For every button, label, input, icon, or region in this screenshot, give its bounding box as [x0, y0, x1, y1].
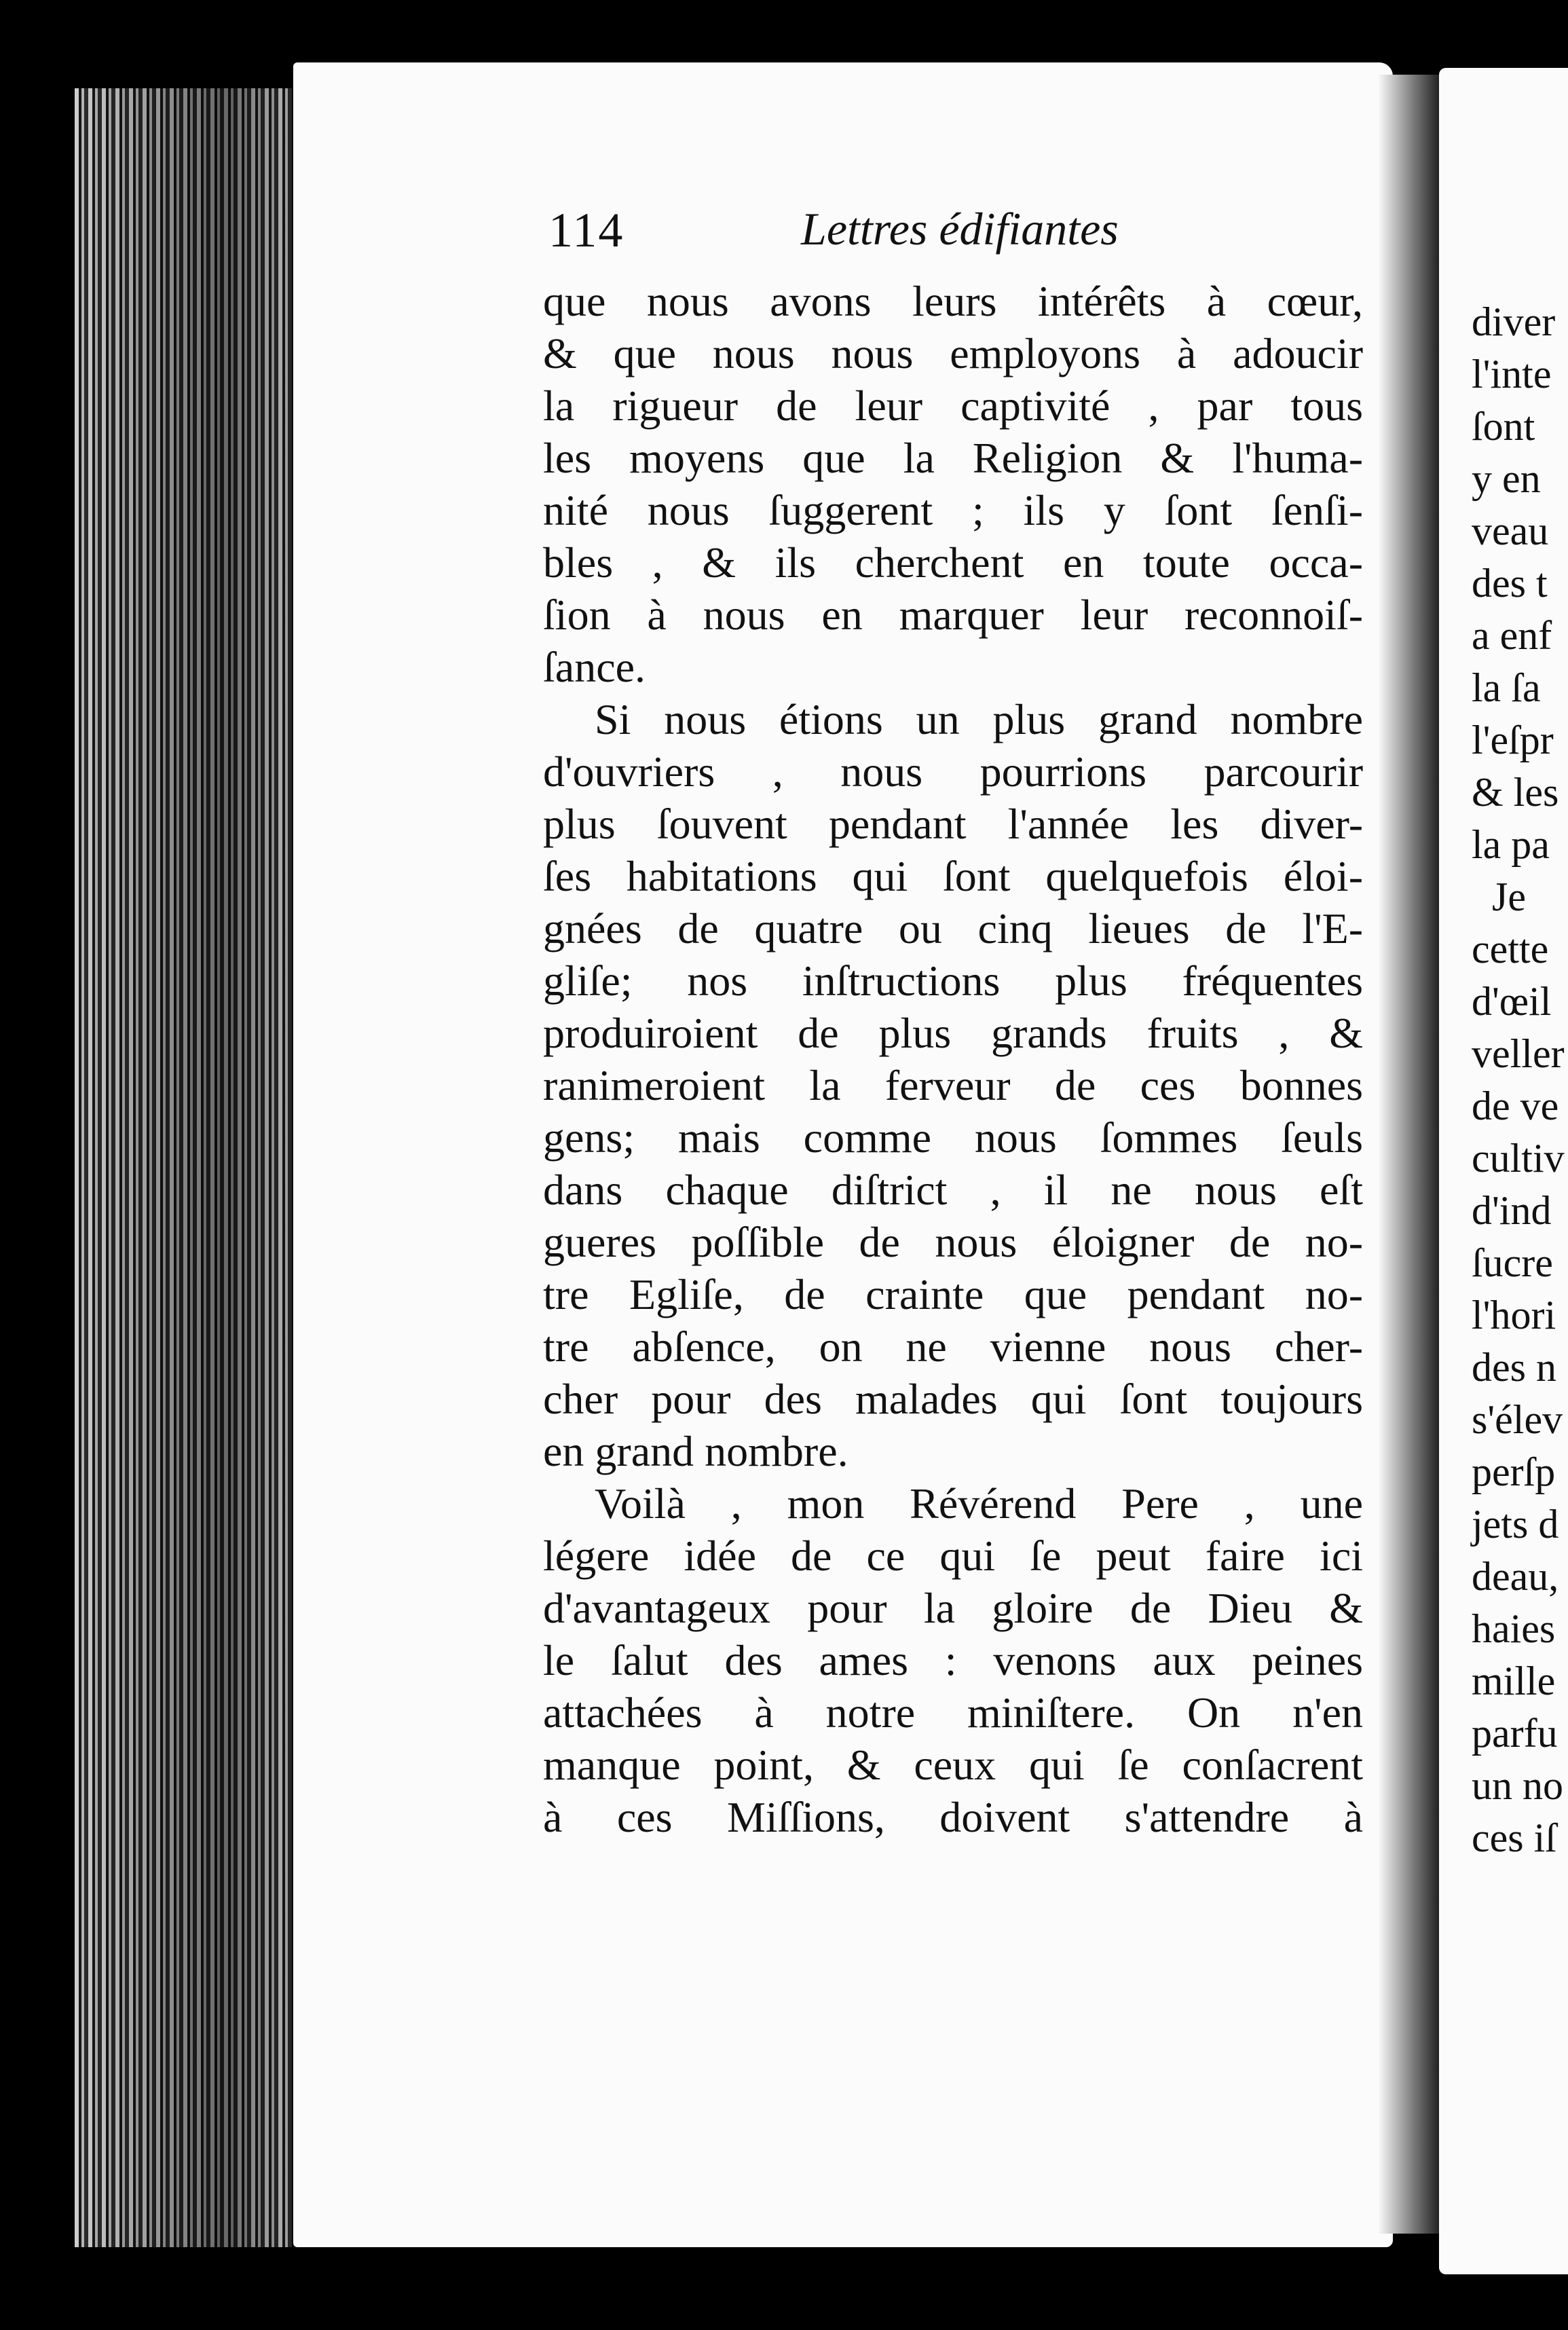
text-line: gliſe; nos inſtructions plus fréquentes	[543, 957, 1363, 1005]
facing-line: d'ind	[1472, 1188, 1552, 1233]
facing-line: Je	[1492, 874, 1526, 919]
text-line: que nous avons leurs intérêts à cœur,	[543, 277, 1363, 325]
facing-line: de ve	[1472, 1084, 1559, 1128]
text-line: produiroient de plus grands fruits , &	[543, 1009, 1363, 1057]
text-line: en grand nombre.	[543, 1427, 848, 1475]
facing-line: & les	[1472, 770, 1559, 815]
text-line: tre abſence, on ne vienne nous cher-	[543, 1323, 1363, 1371]
text-line: ſes habitations qui ſont quelquefois éloi-	[543, 852, 1363, 900]
text-line: gens; mais comme nous ſommes ſeuls	[543, 1113, 1363, 1162]
facing-line: veller	[1472, 1031, 1565, 1076]
gutter-shadow	[1378, 75, 1439, 2234]
facing-line: des t	[1472, 561, 1548, 606]
body-text	[543, 275, 1363, 1843]
facing-line: la ſa	[1472, 665, 1541, 710]
text-line: ranimeroient la ferveur de ces bonnes	[543, 1061, 1363, 1109]
text-line: gnées de quatre ou cinq lieues de l'E-	[543, 904, 1363, 953]
text-line: les moyens que la Religion & l'huma-	[543, 434, 1363, 482]
text-line: cher pour des malades qui ſont toujours	[543, 1375, 1363, 1423]
facing-line: cette	[1472, 927, 1549, 972]
book-fore-edge	[75, 88, 292, 2247]
text-line: le ſalut des ames : venons aux peines	[543, 1636, 1363, 1684]
text-line: nité nous ſuggerent ; ils y ſont ſenſi-	[543, 486, 1363, 534]
facing-line: mille	[1472, 1659, 1556, 1703]
facing-line: deau,	[1472, 1554, 1559, 1599]
text-line: ſance.	[543, 643, 646, 691]
facing-line: d'œil	[1472, 979, 1552, 1024]
facing-line: ces iſ	[1472, 1815, 1556, 1860]
facing-line: l'inte	[1472, 352, 1552, 396]
facing-line: l'hori	[1472, 1293, 1556, 1337]
facing-line: parfu	[1472, 1711, 1558, 1756]
text-line: Voilà , mon Révérend Pere , une	[595, 1479, 1363, 1528]
facing-line: y en	[1472, 456, 1541, 501]
facing-line: s'élev	[1472, 1397, 1563, 1442]
text-line: la rigueur de leur captivité , par tous	[543, 382, 1363, 430]
facing-line: cultiv	[1472, 1136, 1565, 1181]
text-line: attachées à notre miniſtere. On n'en	[543, 1688, 1363, 1737]
text-line: d'avantageux pour la gloire de Dieu &	[543, 1584, 1363, 1632]
facing-line: diver	[1472, 299, 1556, 344]
facing-line: jets d	[1472, 1502, 1559, 1547]
facing-line: haies	[1472, 1606, 1556, 1651]
facing-line: ſont	[1472, 404, 1535, 449]
facing-line: perſp	[1472, 1449, 1556, 1494]
text-line: Si nous étions un plus grand nombre	[595, 695, 1363, 743]
running-title: Lettres édifiantes	[801, 203, 1119, 255]
facing-line: a enf	[1472, 613, 1552, 658]
facing-page	[1439, 68, 1568, 2274]
text-line: d'ouvriers , nous pourrions parcourir	[543, 747, 1363, 796]
facing-line: l'eſpr	[1472, 718, 1554, 762]
text-line: bles , & ils cherchent en toute occa-	[543, 538, 1363, 587]
text-line: tre Egliſe, de crainte que pendant no-	[543, 1270, 1363, 1318]
facing-line: veau	[1472, 508, 1549, 553]
text-line: manque point, & ceux qui ſe conſacrent	[543, 1741, 1363, 1789]
facing-line: un no	[1472, 1763, 1563, 1808]
text-line: légere idée de ce qui ſe peut faire ici	[543, 1532, 1363, 1580]
text-line: plus ſouvent pendant l'année les diver-	[543, 800, 1363, 848]
text-line: à ces Miſſions, doivent s'attendre à	[543, 1793, 1363, 1841]
running-head	[548, 202, 1363, 263]
text-line: ſion à nous en marquer leur reconnoiſ-	[543, 591, 1363, 639]
page-number: 114	[548, 203, 624, 257]
facing-line: ſucre	[1472, 1240, 1553, 1285]
facing-line: des n	[1472, 1345, 1556, 1390]
text-line: gueres poſſible de nous éloigner de no-	[543, 1218, 1363, 1266]
text-line: dans chaque diſtrict , il ne nous eſt	[543, 1166, 1363, 1214]
text-line: & que nous nous employons à adoucir	[543, 329, 1363, 377]
facing-line: la pa	[1472, 822, 1550, 867]
